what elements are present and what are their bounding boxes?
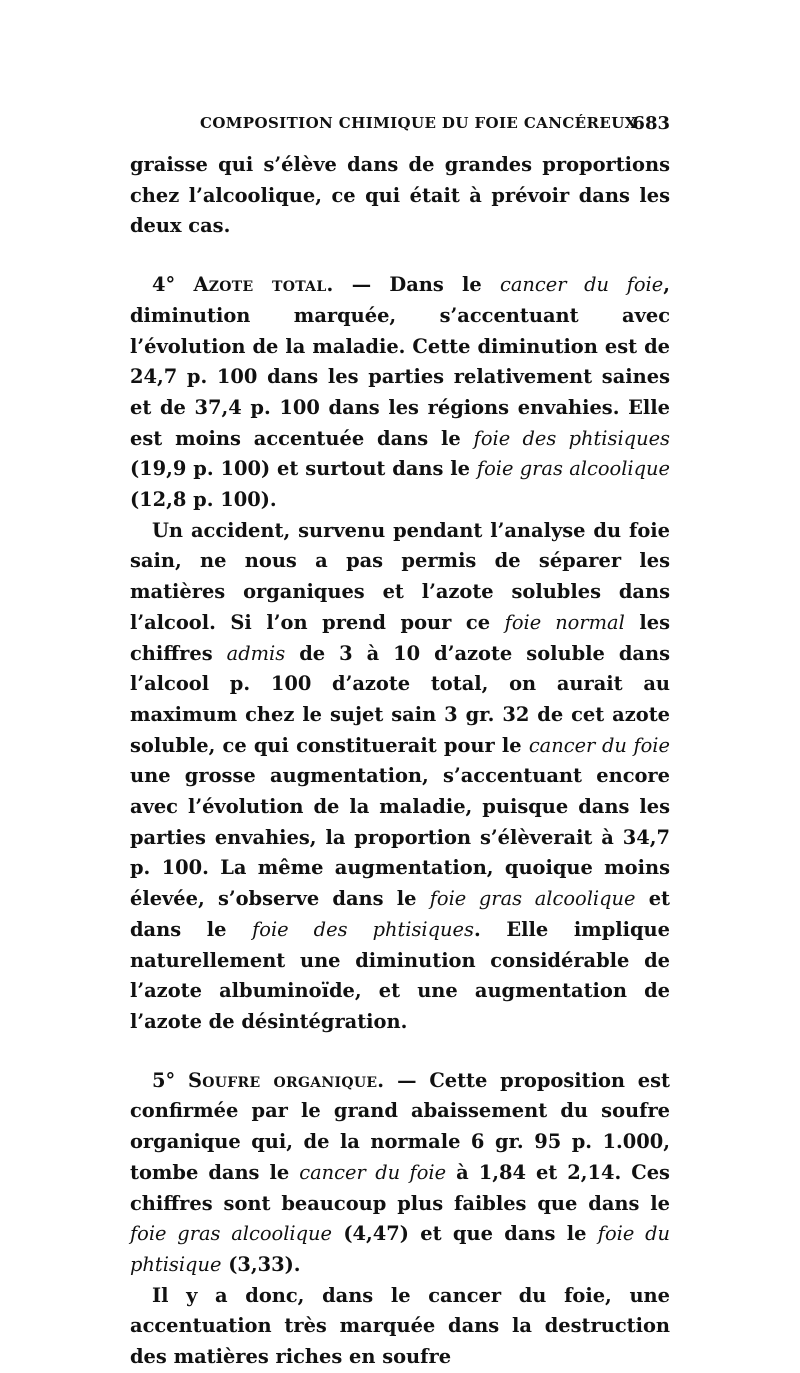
italic-run: foie gras alcoolique — [130, 1222, 332, 1246]
section-azote-total — [130, 270, 670, 516]
text-run: , diminution marquée, s’accentuant avec l’évolution de la maladie. Cette diminution est de 24,7 p. 100 dans les parties relativement saines et de 37,4 p. 100 dans les régions envahies. Elle est moins accentuée dans le — [130, 273, 670, 450]
page-number: 683 — [632, 113, 670, 134]
text-run: . Elle implique naturellement une diminution considérable de l’azote albuminoïde, et une augmentation de l’azote de désintégration. — [130, 917, 670, 1033]
italic-run: foie gras alcoolique — [429, 887, 636, 911]
section-number: 5° — [152, 1068, 176, 1092]
italic-run: foie normal — [504, 610, 625, 634]
italic-run: cancer du foie — [499, 273, 664, 297]
page-header — [130, 114, 670, 140]
paragraph-conclusion: Il y a donc, dans le cancer du foie, une accentuation très marquée dans la destruction des matières riches en soufre — [130, 1283, 670, 1369]
text-run: à 1,84 et 2,14. Ces chiffres sont beaucoup plus faibles que dans le — [130, 1160, 670, 1215]
text-run: une grosse augmentation, s’accentuant encore avec l’évolution de la maladie, puisque dans les parties envahies, la proportion s’élèverait à 34,7 p. 100. La même augmentation, quoique moins élevée, s’observe dans le — [130, 764, 670, 911]
italic-run: foie des phtisiques — [473, 426, 670, 450]
italic-run: foie des phtisiques — [252, 917, 474, 941]
paragraph-continuation: graisse qui s’élève dans de grandes proportions chez l’alcoolique, ce qui était à prévoir dans les deux cas. — [130, 153, 670, 238]
text-run: — Dans le — [333, 273, 500, 297]
paragraph-accident — [130, 516, 670, 1038]
section-number: 4° — [152, 273, 176, 297]
text-run: Un accident, survenu pendant l’analyse du foie sain, ne nous a pas permis de séparer les matières organiques et l’azote solubles dans l’alcool. Si l’on prend pour ce — [130, 518, 670, 634]
text-run: (4,47) et que dans le — [332, 1222, 598, 1246]
section-heading: Soufre organique. — [187, 1068, 385, 1092]
italic-run: cancer du foie — [528, 733, 670, 757]
text-run: — Cette proposition est confirmée par le grand abaissement du soufre organique qui, de la normale 6 gr. 95 p. 1.000, tombe dans le — [130, 1068, 670, 1184]
body-text — [130, 150, 670, 1373]
running-title: COMPOSITION CHIMIQUE DU FOIE CANCÉREUX — [200, 114, 637, 132]
text-run: (19,9 p. 100) et surtout dans le — [130, 457, 477, 481]
text-run: les chiffres — [130, 610, 670, 665]
italic-run: cancer du foie — [299, 1160, 447, 1184]
italic-run: foie du phtisique — [130, 1222, 670, 1276]
text-run: (12,8 p. 100). — [130, 488, 277, 512]
italic-run: foie gras alcoolique — [476, 457, 670, 481]
text-run: de 3 à 10 d’azote soluble dans l’alcool p. 100 d’azote total, on aurait au maximum chez le sujet sain 3 gr. 32 de cet azote soluble, ce qui constituerait pour le — [130, 641, 670, 757]
italic-run: admis — [226, 641, 286, 665]
section-heading: Azote total. — [193, 273, 334, 297]
text-run: (3,33). — [221, 1252, 301, 1276]
text-run: et dans le — [130, 887, 670, 941]
section-soufre-organique — [130, 1066, 670, 1281]
